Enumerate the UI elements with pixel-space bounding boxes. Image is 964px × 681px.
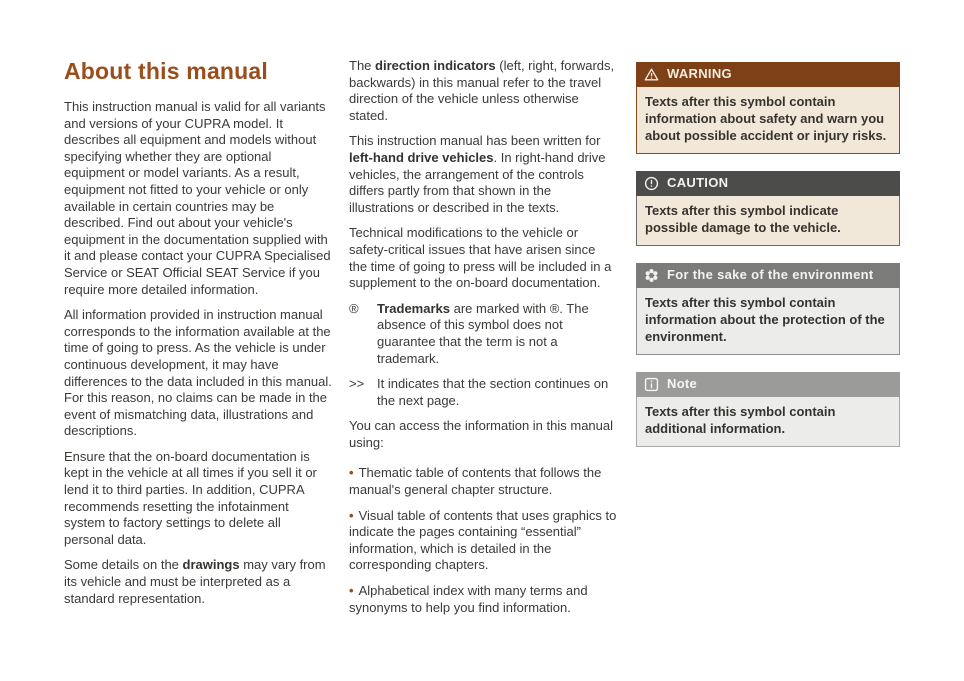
exclamation-circle-icon	[644, 176, 659, 191]
bullet-icon: •	[349, 507, 354, 523]
left-column	[64, 58, 332, 607]
note-box-body: Texts after this symbol contain additional information.	[636, 397, 900, 447]
list-item-section-continues	[349, 376, 617, 409]
notices-column	[636, 62, 900, 464]
caution-box	[636, 171, 900, 246]
environment-box-title: For the sake of the environment	[667, 267, 874, 283]
bullet-list-item	[349, 508, 617, 574]
registered-trademark-icon: ®	[349, 300, 359, 316]
flower-icon	[644, 268, 659, 283]
paragraph-text: The	[349, 58, 376, 73]
list-item-text: It indicates that the section continues on the next page.	[377, 376, 609, 408]
paragraph	[349, 58, 617, 124]
bullet-list-item	[349, 583, 617, 616]
caution-box-body: Texts after this symbol indicate possible damage to the vehicle.	[636, 196, 900, 246]
paragraph-text: are marked with ®. The absence of this symbol does not guarantee that the term is not a trademark.	[377, 300, 589, 366]
paragraph: You can access the information in this manual using:	[349, 418, 614, 450]
warning-box	[636, 62, 900, 154]
paragraph: Ensure that the on-board documentation is kept in the vehicle at all times if you sell it or lend it to third parties. In addition, CUPRA recommends resetting the infotainment system to factory settings to delete all personal data.	[64, 448, 317, 547]
paragraph	[349, 133, 617, 216]
paragraph: This instruction manual is valid for all variants and versions of your CUPRA model. It describes all equipment and models without specifying whether they are optional equipment or model variants. As a result, equipment not fitted to your vehicle or only available in certain countries may be described. Find out about your vehicle's equipment in the documentation supplied with it and please contact your CUPRA Specialised Service or SEAT Official SEAT Service if you require more detailed information.	[64, 99, 331, 297]
note-box	[636, 372, 900, 447]
paragraph-bold-text: left-hand drive vehicles	[349, 149, 494, 165]
paragraph-text: . In right-hand drive vehicles, the arrangement of the controls differs partly from that shown in the illustrations or described in the texts.	[349, 149, 606, 215]
info-square-icon	[644, 377, 659, 392]
bullet-text: Alphabetical index with many terms and synonyms to help you find information.	[349, 583, 588, 615]
paragraph: All information provided in instruction manual corresponds to the information available at the time of going to press. As the vehicle is under continuous development, it may have differences to the data included in this manual. For this reason, no claims can be made in the event of mismatching data, illustrations and descriptions.	[64, 307, 332, 439]
note-box-header	[636, 372, 900, 397]
caution-box-header	[636, 171, 900, 196]
paragraph: Technical modifications to the vehicle or safety-critical issues that have arisen since the time of going to press will be included in a supplement to the on-board documentation.	[349, 225, 612, 291]
caution-box-title: CAUTION	[667, 175, 729, 191]
paragraph-bold-text: drawings	[182, 557, 240, 573]
bullet-text: Visual table of contents that uses graphics to indicate the pages containing “essential” information, which is detailed in the corresponding chapters.	[349, 507, 617, 573]
paragraph	[64, 557, 332, 607]
paragraph-text: may vary from its vehicle and must be interpreted as a standard representation.	[64, 557, 326, 606]
double-chevron-icon: >>	[349, 376, 365, 392]
environment-box-header	[636, 263, 900, 288]
bullet-icon: •	[349, 583, 354, 599]
warning-box-title: WARNING	[667, 66, 732, 82]
warning-box-body: Texts after this symbol contain information about safety and warn you about possible accident or injury risks.	[636, 87, 900, 154]
bullet-icon: •	[349, 465, 354, 481]
paragraph-bold-text: direction indicators	[375, 58, 496, 73]
bullet-list-item	[349, 465, 617, 498]
warning-box-header	[636, 62, 900, 87]
list-item-text	[377, 301, 617, 367]
bullet-text: Thematic table of contents that follows the manual's general chapter structure.	[349, 465, 602, 498]
page-title: About this manual	[64, 58, 269, 84]
environment-box-body: Texts after this symbol contain information about the protection of the environment.	[636, 288, 900, 355]
warning-triangle-icon	[644, 67, 659, 82]
paragraph-bold-text: Trademarks	[377, 300, 450, 316]
note-box-title: Note	[667, 376, 698, 392]
paragraph-text: This instruction manual has been written for	[349, 133, 601, 149]
paragraph-text: Some details on the	[64, 557, 183, 573]
paragraph-text: (left, right, forwards, backwards) in this manual refer to the travel direction of the vehicle unless otherwise stated.	[349, 58, 615, 123]
environment-box	[636, 263, 900, 355]
list-item-trademark	[349, 301, 617, 367]
middle-column	[349, 58, 617, 625]
